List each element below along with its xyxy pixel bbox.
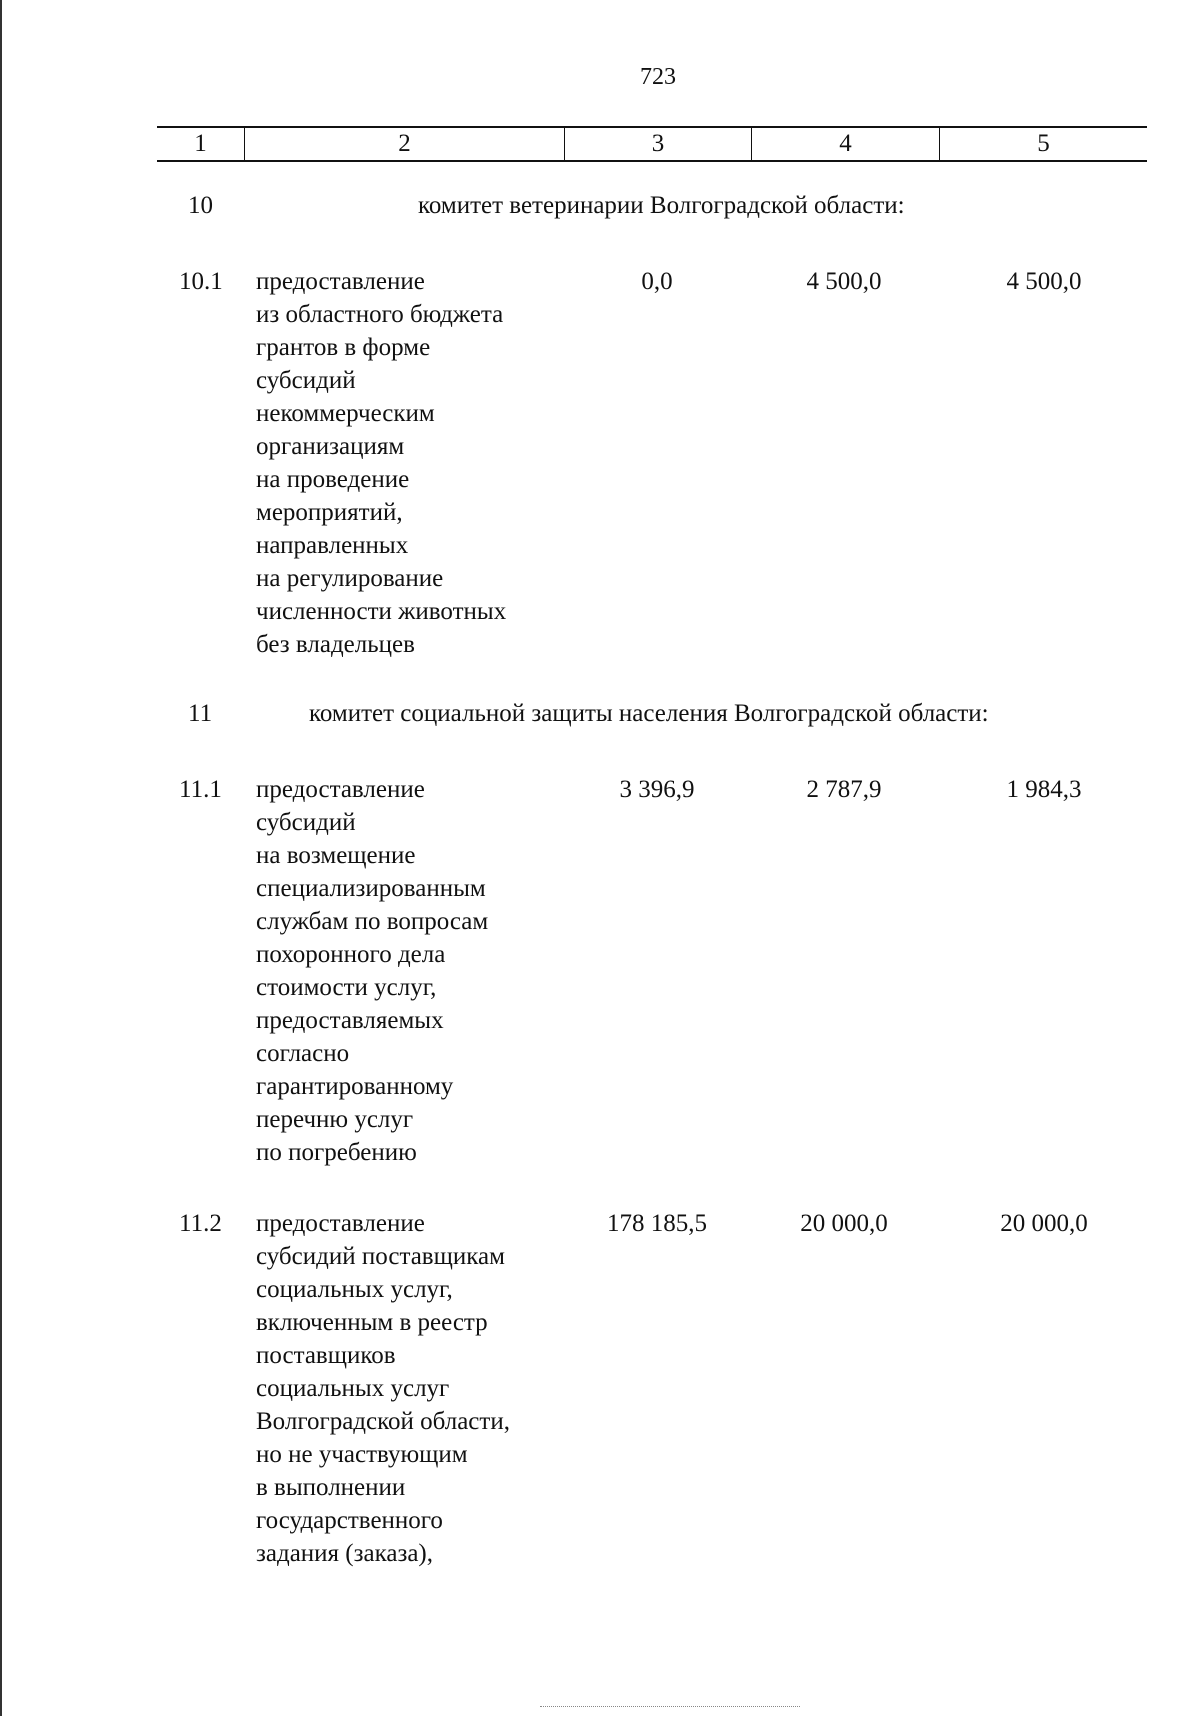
description-line: Волгоградской области, — [256, 1408, 510, 1435]
description-line: стоимости услуг, — [256, 974, 437, 1001]
description-line: службам по вопросам — [256, 908, 489, 935]
description-line: по погребению — [256, 1139, 417, 1166]
description-line: предоставление — [256, 268, 425, 295]
description-line: предоставляемых — [256, 1007, 444, 1034]
value-column-5: 20 000,0 — [1000, 1210, 1088, 1237]
section-number: 10 — [188, 192, 213, 219]
description-line: на регулирование — [256, 565, 444, 592]
description-line: в выполнении — [256, 1474, 406, 1501]
description-line: предоставление — [256, 776, 425, 803]
description-line: на проведение — [256, 466, 410, 493]
description-line: но не участвующим — [256, 1441, 468, 1468]
column-header-1: 1 — [194, 130, 207, 157]
value-column-4: 4 500,0 — [806, 268, 882, 295]
value-column-4: 2 787,9 — [806, 776, 882, 803]
column-header-4: 4 — [751, 128, 939, 160]
description-line: поставщиков — [256, 1342, 396, 1369]
scan-footer-marks — [540, 1706, 800, 1717]
description-line: государственного — [256, 1507, 443, 1534]
description-line: субсидий — [256, 809, 356, 836]
row-number: 11.1 — [179, 776, 222, 803]
description-line: направленных — [256, 532, 409, 559]
value-column-3: 3 396,9 — [619, 776, 695, 803]
column-header-3: 3 — [564, 128, 751, 160]
section-number: 11 — [188, 700, 213, 727]
value-column-5: 4 500,0 — [1006, 268, 1082, 295]
row-number: 11.2 — [179, 1210, 222, 1237]
description-line: задания (заказа), — [256, 1540, 434, 1567]
value-column-5: 1 984,3 — [1006, 776, 1082, 803]
description-line: субсидий поставщикам — [256, 1243, 505, 1270]
description-line: некоммерческим — [256, 400, 435, 427]
value-column-3: 0,0 — [641, 268, 673, 295]
value-column-3: 178 185,5 — [607, 1210, 707, 1237]
description-line: специализированным — [256, 875, 486, 902]
scan-edge-line — [0, 0, 2, 1716]
description-line: субсидий — [256, 367, 356, 394]
row-number: 10.1 — [179, 268, 223, 295]
column-header-2: 2 — [244, 128, 564, 160]
description-line: перечню услуг — [256, 1106, 414, 1133]
section-title: комитет социальной защиты населения Волгоградской области: — [309, 700, 989, 727]
description-line: гарантированному — [256, 1073, 454, 1100]
section-title: комитет ветеринарии Волгоградской области: — [418, 192, 905, 219]
row-description — [256, 265, 576, 661]
value-column-4: 20 000,0 — [800, 1210, 888, 1237]
column-header-row — [157, 126, 1147, 162]
description-line: из областного бюджета — [256, 301, 504, 328]
description-line: организациям — [256, 433, 405, 460]
description-line: мероприятий, — [256, 499, 403, 526]
description-line: согласно — [256, 1040, 350, 1067]
description-line: социальных услуг — [256, 1375, 450, 1402]
row-description — [256, 1207, 576, 1570]
description-line: численности животных — [256, 598, 507, 625]
column-header-5: 5 — [939, 128, 1147, 160]
description-line: без владельцев — [256, 631, 415, 658]
row-description — [256, 773, 576, 1169]
description-line: предоставление — [256, 1210, 425, 1237]
description-line: грантов в форме — [256, 334, 431, 361]
page-number: 723 — [640, 64, 676, 90]
description-line: включенным в реестр — [256, 1309, 488, 1336]
description-line: на возмещение — [256, 842, 416, 869]
description-line: социальных услуг, — [256, 1276, 453, 1303]
description-line: похоронного дела — [256, 941, 446, 968]
